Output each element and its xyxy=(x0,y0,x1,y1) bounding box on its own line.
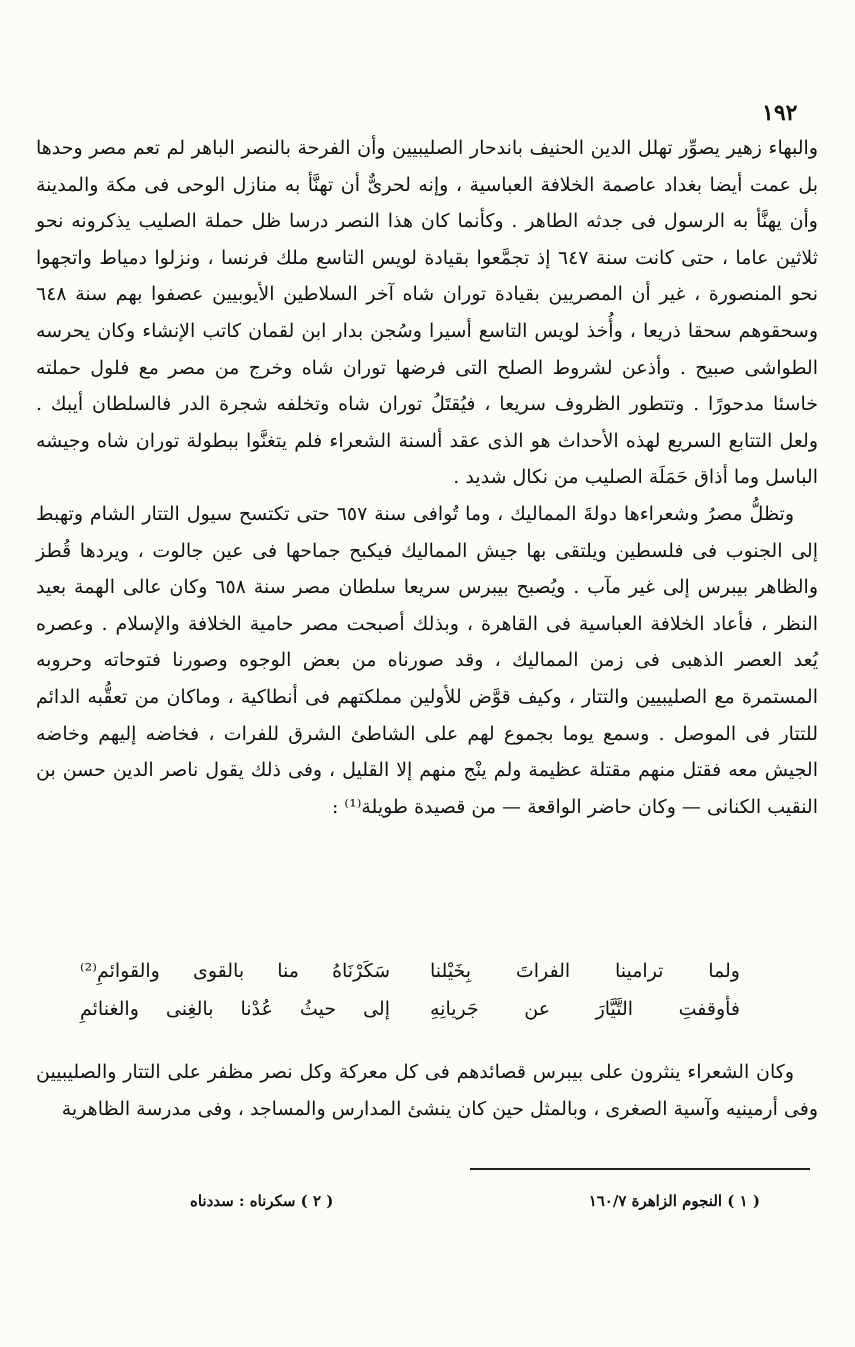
footnote-1: ( ١ ) النجوم الزاهرة ١٦٠/٧ xyxy=(588,1192,760,1210)
verse-1 xyxy=(80,952,740,990)
paragraph-3: وكان الشعراء ينثرون على بيبرس قصائدهم فى كل معركة وكل نصر مظفر على التتار والصليبيين وفى أرمينيه وآسية الصغرى ، وبالمثل حين كان ينشئ المدارس والمساجد ، وفى مدرسة الظاهرية xyxy=(36,1061,818,1120)
paragraph-1: والبهاء زهير يصوِّر تهلل الدين الحنيف باندحار الصليبيين وأن الفرحة بالنصر الباهر لم تعم مصر وحدها بل عمت أيضا بغداد عاصمة الخلافة العباسية ، وإنه لحرىٌّ أن تهنَّأ به منازل الوحى فى مكة والمدينة وأن يهنَّأ به الرسول فى جدثه الطاهر . وكأنما كان هذا النصر درسا ظل حملة الصليب يذكرونه نحو ثلاثين عاما ، حتى كانت سنة ٦٤٧ إذ تجمَّعوا بقيادة لويس التاسع ملك فرنسا ، ونزلوا دمياط واتجهوا نحو المنصورة ، غير أن المصريين بقيادة توران شاه آخر السلاطين الأيوبيين عصفوا بهم سنة ٦٤٨ وسحقوهم سحقا ذريعا ، وأُخذ لويس التاسع أسيرا وسُجن بدار ابن لقمان كاتب الإنشاء وكان يحرسه الطواشى صبيح . وأذعن لشروط الصلح التى فرضها توران شاه وخرج من مصر مع فلول حملته خاسئا مدحورًا . وتتطور الظروف سريعا ، فيُقتَلُ توران شاه وتخلفه شجرة الدر فالسلطان أيبك . ولعل التتابع السريع لهذه الأحداث هو الذى عقد ألسنة الشعراء فلم يتغنَّوا ببطولة توران شاه وجيشه الباسل وما أذاق حَمَلَة الصليب من نكال شديد . xyxy=(36,137,818,489)
page-number: ١٩٢ xyxy=(762,100,798,126)
footnotes xyxy=(190,1192,760,1210)
footnote-divider xyxy=(470,1168,810,1170)
verse-2-second-hemistich: إلى حيثُ عُدْنا بالغِنى والغنائمِ xyxy=(80,998,390,1020)
verse-2-first-hemistich: فأوقفتِ التَّيَّارَ عن جَريانِهِ xyxy=(430,998,740,1020)
footnote-2: ( ٢ ) سكرناه : سددناه xyxy=(190,1192,334,1210)
poem xyxy=(80,952,740,1028)
main-text xyxy=(36,130,818,825)
verse-1-second-hemistich: سَكَرْنَاهُ منا بالقوى والقوائمِ⁽²⁾ xyxy=(80,960,390,982)
verse-1-first-hemistich: ولما ترامينا الفراتَ بِخَيْلنا xyxy=(430,960,740,982)
closing-text xyxy=(36,1054,818,1127)
paragraph-2: وتظلُّ مصرُ وشعراءها دولةَ المماليك ، وما تُوافى سنة ٦٥٧ حتى تكتسح سيول التتار الشام وتهبط إلى الجنوب فى فلسطين ويلتقى بها جيش المماليك فيكبح جماحها فى عين جالوت ، ويردها قُطز والظاهر بيبرس إلى غير مآب . ويُصبح بيبرس سريعا سلطان مصر سنة ٦٥٨ وكان عالى الهمة بعيد النظر ، فأعاد الخلافة العباسية فى القاهرة ، وبذلك أصبحت مصر حامية الخلافة والإسلام . وعصره يُعد العصر الذهبى فى زمن المماليك ، وقد صورناه من بعض الوجوه وصورنا فتوحاته وحروبه المستمرة مع الصليبيين والتتار ، وكيف قوَّض للأولين مملكتهم فى أنطاكية ، وماكان من تعقُّبه الدائم للتتار فى الموصل . وسمع يوما بجموع لهم على الشاطئ الشرق للفرات ، فخاضه إليهم وخاضه الجيش معه فقتل منهم مقتلة عظيمة ولم ينْج منهم إلا القليل ، وفى ذلك يقول ناصر الدين حسن بن النقيب الكنانى — وكان حاضر الواقعة — من قصيدة طويلة⁽¹⁾ : xyxy=(36,502,819,818)
verse-2 xyxy=(80,990,740,1028)
